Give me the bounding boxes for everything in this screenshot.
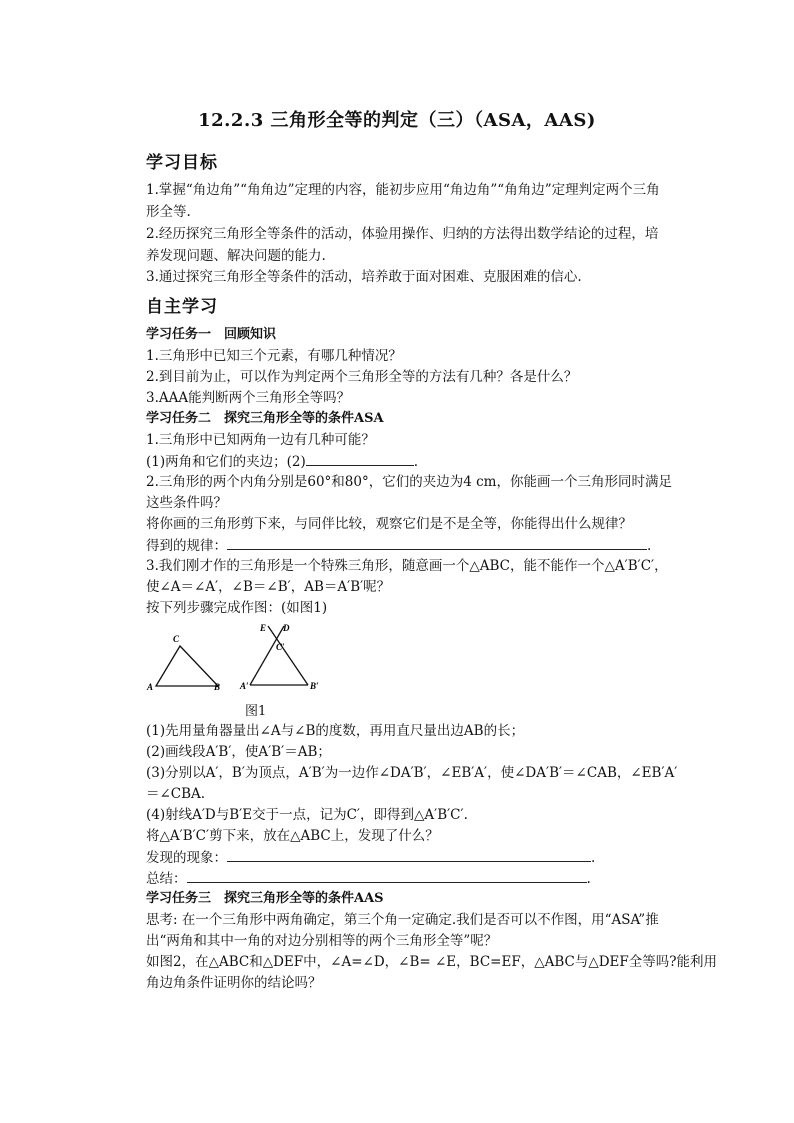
task2-rule: [146, 535, 674, 556]
task2-q3-line1: 3.我们刚才作的三角形是一个特殊三角形，随意画一个△ABC，能不能作一个△A′B′C′，: [146, 558, 668, 574]
label-b: B: [214, 682, 221, 692]
step-4: (4)射线A′D与B′E交于一点，记为C′，即得到△A′B′C′.: [146, 807, 468, 823]
blank-line[interactable]: [306, 451, 414, 466]
found-line: [146, 847, 674, 868]
label-b-prime: B′: [310, 681, 319, 691]
task2-q1-answer: [146, 451, 674, 472]
goal-line-2: 形全等.: [146, 204, 191, 220]
step-2: (2)画线段A′B′，使A′B′＝AB；: [146, 744, 331, 760]
blank-line[interactable]: [227, 847, 591, 862]
label-c-prime: C′: [276, 642, 285, 652]
task2-q2-line3: 将你画的三角形剪下来，与同伴比较，观察它们是不是全等，你能得出什么规律？: [146, 516, 632, 532]
summary-suffix: .: [586, 871, 591, 887]
task2-steps-intro: 按下列步骤完成作图：(如图1): [146, 600, 328, 616]
step-3-line2: ＝∠CBA.: [146, 786, 206, 802]
task2-q1a-suffix: .: [413, 454, 419, 470]
rule-label: 得到的规律：: [146, 538, 227, 554]
figure-1: [140, 620, 340, 700]
goal-line-5: 3.通过探究三角形全等条件的活动，培养敢于面对困难、克服困难的信心.: [146, 269, 582, 285]
ray-b2-e: [268, 626, 308, 685]
task3-fig2-line1: 如图2，在△ABC和△DEF中，∠A=∠D，∠B= ∠E，BC=EF，△ABC与△DEF全等吗?能利用: [146, 954, 717, 970]
task3-label: 学习任务三 探究三角形全等的条件AAS: [146, 891, 384, 906]
blank-line[interactable]: [227, 535, 647, 550]
task3-fig2-line2: 角边角条件证明你的结论吗？: [146, 975, 322, 991]
triangle-abc: [156, 646, 218, 686]
summary-label: 总结：: [146, 871, 187, 887]
label-e: E: [260, 623, 267, 633]
label-a-prime: A′: [240, 681, 249, 691]
place-question: 将△A′B′C′剪下来，放在△ABC上，发现了什么？: [146, 828, 439, 844]
found-suffix: .: [591, 850, 596, 866]
rule-suffix: .: [647, 538, 652, 554]
step-1: (1)先用量角器量出∠A与∠B的度数，再用直尺量出边AB的长；: [146, 723, 525, 739]
self-study-heading: 自主学习: [146, 297, 218, 317]
label-d: D: [283, 623, 290, 633]
task2-q3-line2: 使∠A＝∠A′，∠B＝∠B′，AB＝A′B′呢？: [146, 579, 391, 595]
task3-think-line1: 思考: 在一个三角形中两角确定，第三个角一定确定.我们是否可以不作图，用“ASA”推: [146, 912, 659, 928]
task2-label: 学习任务二 探究三角形全等的条件ASA: [146, 411, 384, 426]
step-3-line1: (3)分别以A′，B′为顶点，A′B′为一边作∠DA′B′，∠EB′A′，使∠DA′B′＝∠CAB，∠EB′A′: [146, 765, 678, 781]
goals-heading: 学习目标: [146, 153, 218, 173]
figure-1-caption: 图1: [245, 704, 267, 719]
goal-line-4: 养发现问题、解决问题的能力.: [146, 248, 326, 264]
task2-q2-line1: 2.三角形的两个内角分别是60°和80°，它们的夹边为4 cm，你能画一个三角形同时满足: [146, 474, 672, 490]
ray-a2-d: [250, 626, 284, 685]
task2-q1a-prefix: (1)两角和它们的夹边；(2): [146, 454, 306, 470]
label-a: A: [147, 682, 154, 692]
page-title: 12.2.3 三角形全等的判定（三）（ASA，AAS): [198, 110, 596, 131]
task2-q1: 1.三角形中已知两角一边有几种可能？: [146, 432, 375, 448]
blank-line[interactable]: [187, 868, 587, 883]
goal-line-1: 1.掌握“角边角”“角角边”定理的内容，能初步应用“角边角”“角角边”定理判定两个三角: [146, 182, 660, 198]
label-c: C: [173, 634, 180, 644]
task1-q1: 1.三角形中已知三个元素，有哪几种情况？: [146, 348, 402, 364]
task3-think-line2: 出“两角和其中一角的对边分别相等的两个三角形全等”呢？: [146, 933, 498, 949]
task1-label: 学习任务一 回顾知识: [146, 327, 277, 342]
goal-line-3: 2.经历探究三角形全等条件的活动，体验用操作、归纳的方法得出数学结论的过程，培: [146, 226, 659, 242]
task1-q2: 2.到目前为止，可以作为判定两个三角形全等的方法有几种？各是什么？: [146, 369, 578, 385]
task1-q3: 3.AAA能判断两个三角形全等吗？: [146, 390, 351, 406]
summary-line: [146, 868, 674, 889]
task2-q2-line2: 这些条件吗？: [146, 495, 227, 511]
found-label: 发现的现象：: [146, 850, 227, 866]
